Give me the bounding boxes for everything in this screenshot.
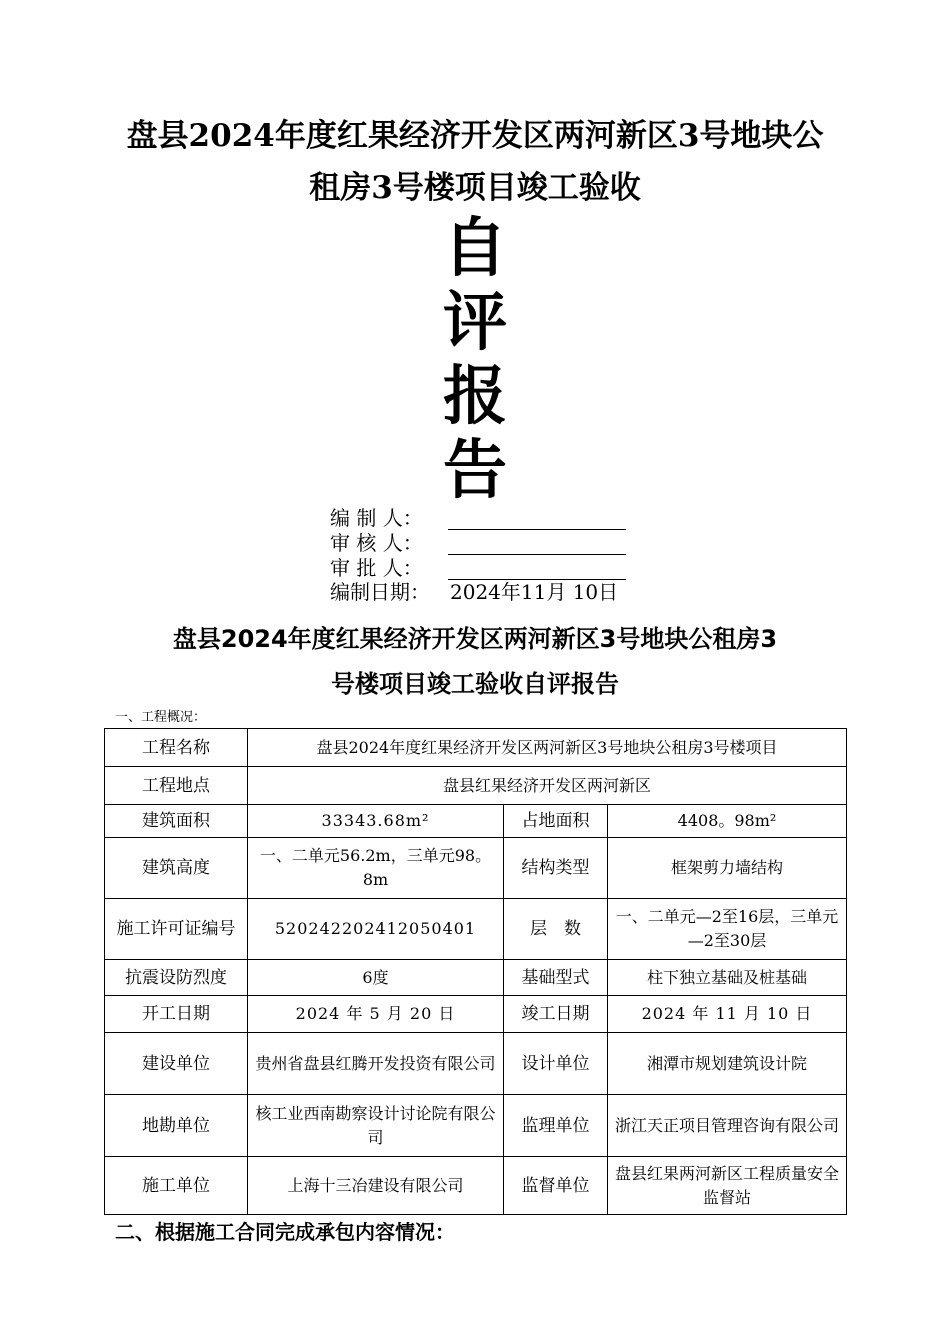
floors-value: 一、二单元—2至16层，三单元—2至30层 bbox=[608, 899, 847, 960]
report-title-line2: 号楼项目竣工验收自评报告 bbox=[331, 670, 619, 698]
survey-label: 地勘单位 bbox=[105, 1095, 248, 1157]
building-area-value: 33343.68m² bbox=[248, 805, 504, 838]
land-area-value: 4408。98m² bbox=[608, 805, 847, 838]
foundation-value: 柱下独立基础及桩基础 bbox=[608, 960, 847, 996]
section-1-heading: 一、工程概况： bbox=[115, 710, 207, 725]
table-row bbox=[105, 767, 847, 805]
table-row bbox=[105, 805, 847, 838]
approver-label: 审 批 人： bbox=[330, 556, 423, 580]
inspector-label: 监督单位 bbox=[504, 1157, 608, 1215]
height-label: 建筑高度 bbox=[105, 838, 248, 899]
table-row bbox=[105, 996, 847, 1033]
foundation-label: 基础型式 bbox=[504, 960, 608, 996]
reviewer-label: 审 核 人： bbox=[330, 531, 423, 555]
owner-label: 建设单位 bbox=[105, 1033, 248, 1095]
finish-date-label: 竣工日期 bbox=[504, 996, 608, 1033]
structure-value: 框架剪力墙结构 bbox=[608, 838, 847, 899]
cover-char-1: 自 bbox=[443, 211, 507, 286]
reviewer-blank bbox=[448, 536, 626, 555]
section-2-heading: 二、根据施工合同完成承包内容情况： bbox=[115, 1220, 455, 1244]
table-row bbox=[105, 899, 847, 960]
cover-title-line2: 租房3号楼项目竣工验收 bbox=[309, 170, 641, 206]
table-row bbox=[105, 1033, 847, 1095]
cover-title-line1: 盘县2024年度红果经济开发区两河新区3号地块公 bbox=[126, 118, 824, 154]
table-row bbox=[105, 1095, 847, 1157]
building-area-label: 建筑面积 bbox=[105, 805, 248, 838]
height-value: 一、二单元56.2m，三单元98。8m bbox=[248, 838, 504, 899]
start-date-value: 2024 年 5 月 20 日 bbox=[248, 996, 504, 1033]
project-name-value: 盘县2024年度红果经济开发区两河新区3号地块公租房3号楼项目 bbox=[248, 729, 847, 767]
compiler-label: 编 制 人： bbox=[330, 506, 423, 530]
supervisor-label: 监理单位 bbox=[504, 1095, 608, 1157]
project-info-table bbox=[104, 728, 847, 1215]
approver-blank bbox=[448, 561, 626, 580]
designer-label: 设计单位 bbox=[504, 1033, 608, 1095]
table-row bbox=[105, 960, 847, 996]
contractor-label: 施工单位 bbox=[105, 1157, 248, 1215]
date-row bbox=[330, 580, 618, 604]
owner-value: 贵州省盘县红腾开发投资有限公司 bbox=[248, 1033, 504, 1095]
permit-value: 520242202412050401 bbox=[248, 899, 504, 960]
table-row bbox=[105, 838, 847, 899]
finish-date-value: 2024 年 11 月 10 日 bbox=[608, 996, 847, 1033]
seismic-label: 抗震设防烈度 bbox=[105, 960, 248, 996]
structure-label: 结构类型 bbox=[504, 838, 608, 899]
permit-label: 施工许可证编号 bbox=[105, 899, 248, 960]
approver-row bbox=[330, 556, 626, 580]
designer-value: 湘潭市规划建筑设计院 bbox=[608, 1033, 847, 1095]
reviewer-row bbox=[330, 531, 626, 555]
start-date-label: 开工日期 bbox=[105, 996, 248, 1033]
cover-char-4: 告 bbox=[443, 433, 507, 508]
inspector-value: 盘县红果两河新区工程质量安全监督站 bbox=[608, 1157, 847, 1215]
cover-char-3: 报 bbox=[443, 359, 507, 434]
location-value: 盘县红果经济开发区两河新区 bbox=[248, 767, 847, 805]
seismic-value: 6度 bbox=[248, 960, 504, 996]
table-row bbox=[105, 729, 847, 767]
table-row bbox=[105, 1157, 847, 1215]
compiler-row bbox=[330, 506, 626, 530]
survey-value: 核工业西南勘察设计讨论院有限公司 bbox=[248, 1095, 504, 1157]
compiler-blank bbox=[448, 511, 626, 530]
report-title-line1: 盘县2024年度红果经济开发区两河新区3号地块公租房3 bbox=[172, 625, 778, 653]
supervisor-value: 浙江天正项目管理咨询有限公司 bbox=[608, 1095, 847, 1157]
location-label: 工程地点 bbox=[105, 767, 248, 805]
contractor-value: 上海十三冶建设有限公司 bbox=[248, 1157, 504, 1215]
project-name-label: 工程名称 bbox=[105, 729, 248, 767]
cover-char-2: 评 bbox=[443, 285, 507, 360]
date-value: 2024年11月 10日 bbox=[450, 580, 619, 604]
date-label: 编制日期： bbox=[330, 580, 430, 604]
floors-label: 层 数 bbox=[504, 899, 608, 960]
land-area-label: 占地面积 bbox=[504, 805, 608, 838]
